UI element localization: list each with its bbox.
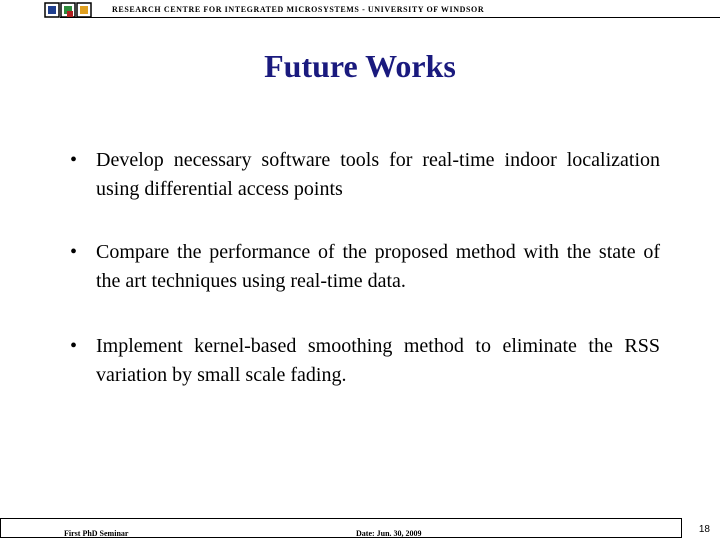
slide-footer (0, 518, 720, 540)
bullet-dot: • (70, 335, 78, 357)
bullet-text: Implement kernel-based smoothing method to eliminate the RSS variation by small scale fading. (96, 335, 660, 386)
bullet-text: Develop necessary software tools for real-time indoor localization using differential access points (96, 149, 660, 200)
slide-title: Future Works (264, 48, 456, 84)
bullet-item (70, 238, 660, 296)
footer-date: Date: Jun. 30, 2009 (356, 529, 422, 538)
bullet-dot: • (70, 241, 78, 263)
slide-header (0, 0, 720, 20)
bullet-text: Compare the performance of the proposed method with the state of the art techniques using real-time data. (96, 241, 660, 292)
header-institution: RESEARCH CENTRE FOR INTEGRATED MICROSYSTEMS - UNIVERSITY OF WINDSOR (112, 5, 485, 14)
page-number: 18 (698, 524, 710, 535)
bullet-item (70, 146, 660, 204)
bullet-item (70, 332, 660, 390)
bullet-dot: • (70, 149, 78, 171)
header-divider (60, 17, 720, 18)
footer-seminar: First PhD Seminar (64, 529, 129, 538)
